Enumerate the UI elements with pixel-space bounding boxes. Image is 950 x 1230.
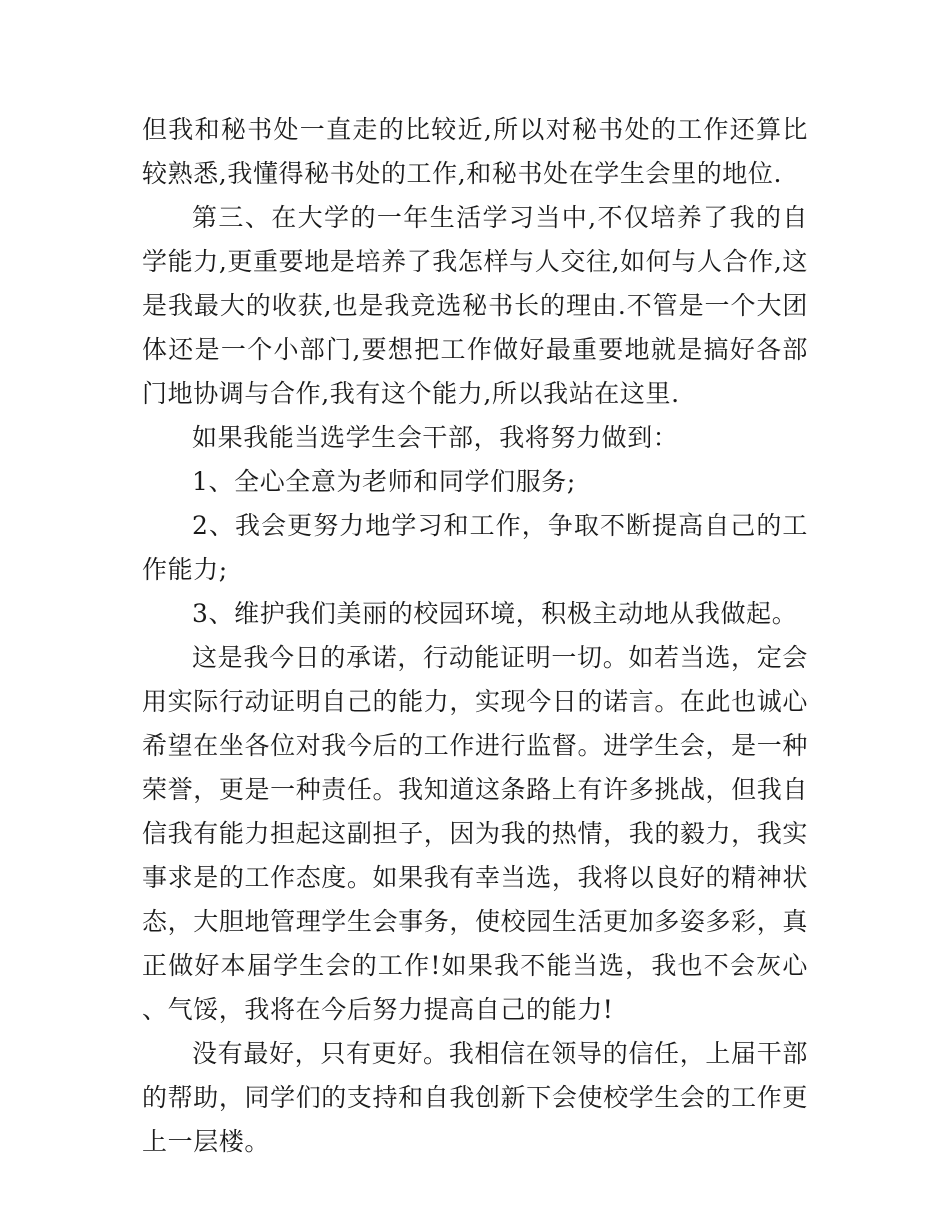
document-body — [142, 108, 808, 1164]
paragraph-3: 如果我能当选学生会干部，我将努力做到： — [192, 423, 679, 452]
paragraph-4: 1、全心全意为老师和同学们服务; — [192, 467, 576, 496]
paragraph-1: 但我和秘书处一直走的比较近,所以对秘书处的工作还算比较熟悉,我懂得秘书处的工作,和秘书处在学生会里的地位. — [142, 115, 808, 188]
paragraph-6: 3、维护我们美丽的校园环境，积极主动地从我做起。 — [192, 599, 798, 628]
paragraph-7: 这是我今日的承诺，行动能证明一切。如若当选，定会用实际行动证明自己的能力，实现今日的诺言。在此也诚心希望在坐各位对我今后的工作进行监督。进学生会，是一种荣誉，更是一种责任。我知道这条路上有许多挑战，但我自信我有能力担起这副担子，因为我的热情，我的毅力，我实事求是的工作态度。如果我有幸当选，我将以良好的精神状态，大胆地管理学生会事务，使校园生活更加多姿多彩，真正做好本届学生会的工作!如果我不能当选，我也不会灰心、气馁，我将在今后努力提高自己的能力! — [142, 643, 808, 1024]
paragraph-5: 2、我会更努力地学习和工作，争取不断提高自己的工作能力; — [142, 511, 808, 584]
paragraph-8: 没有最好，只有更好。我相信在领导的信任，上届干部的帮助，同学们的支持和自我创新下会使校学生会的工作更上一层楼。 — [142, 1039, 808, 1156]
paragraph-2: 第三、在大学的一年生活学习当中,不仅培养了我的自学能力,更重要地是培养了我怎样与人交往,如何与人合作,这是我最大的收获,也是我竞选秘书长的理由.不管是一个大团体还是一个小部门,要想把工作做好最重要地就是搞好各部门地协调与合作,我有这个能力,所以我站在这里. — [142, 203, 808, 408]
